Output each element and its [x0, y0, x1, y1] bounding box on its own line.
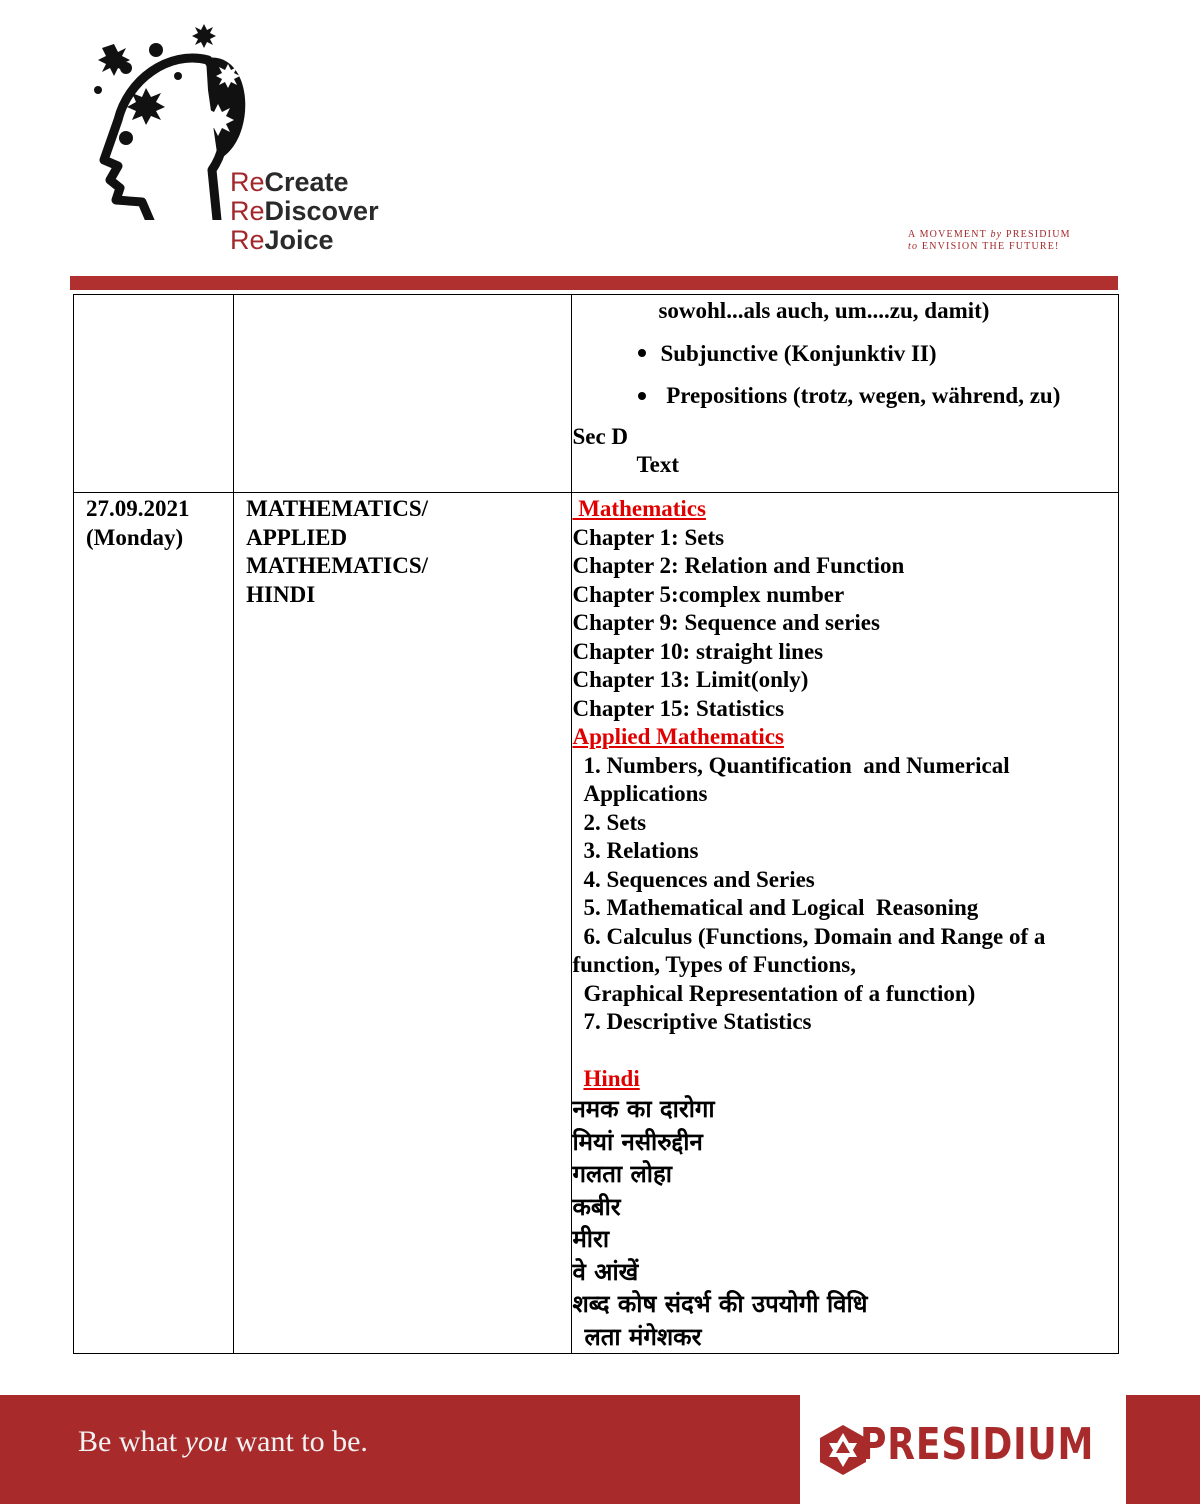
header-divider — [70, 276, 1118, 290]
exam-date: 27.09.2021 — [86, 496, 190, 521]
hindi-item: वे आंखें — [572, 1257, 639, 1286]
hindi-heading: Hindi — [583, 1065, 640, 1091]
subject-cell-empty — [234, 295, 572, 493]
subject-line: APPLIED — [246, 524, 348, 550]
bullet-icon — [638, 349, 646, 357]
bullet-item: Subjunctive (Konjunktiv II) — [572, 340, 1118, 369]
chapter-item: Chapter 10: straight lines — [572, 638, 824, 664]
chapter-item: Chapter 2: Relation and Function — [572, 553, 905, 578]
applied-item-wrap: function, Types of Functions, — [572, 952, 856, 977]
spacer — [572, 1037, 1118, 1065]
logo-wordmark — [230, 168, 379, 255]
subject-line: MATHEMATICS/ — [246, 553, 429, 578]
applied-item: 6. Calculus (Functions, Domain and Range of a — [583, 923, 1046, 949]
footer-tagline: Be what you want to be. — [78, 1425, 368, 1458]
chapter-item: Chapter 15: Statistics — [572, 695, 785, 721]
exam-schedule-table — [73, 294, 1119, 1354]
movement-tagline: A MOVEMENT by PRESIDIUM to ENVISION THE FUTURE! — [908, 229, 1071, 252]
hindi-item: गलता लोहा — [572, 1160, 672, 1188]
date-cell — [74, 493, 234, 1354]
section-item: Text — [636, 452, 680, 477]
date-cell-empty — [74, 295, 234, 493]
applied-item: 2. Sets — [583, 809, 647, 835]
chapter-item: Chapter 5:complex number — [572, 581, 845, 607]
mathematics-heading: Mathematics — [572, 496, 706, 521]
chapter-item: Chapter 1: Sets — [572, 524, 725, 550]
bullet-icon — [638, 392, 646, 400]
hindi-item: कबीर — [572, 1192, 621, 1221]
table-row — [74, 295, 1119, 493]
table-row — [74, 493, 1119, 1354]
logo-line-1: ReCreate — [230, 167, 349, 197]
presidium-brand: PRESIDIUM — [860, 1419, 1095, 1470]
applied-item: 3. Relations — [583, 838, 699, 863]
logo-line-2: ReDiscover — [230, 196, 379, 226]
syllabus-cell — [572, 493, 1119, 1354]
hindi-item: शब्द कोष संदर्भ की उपयोगी विधि — [572, 1290, 868, 1318]
applied-item: 1. Numbers, Quantification and Numerical — [583, 752, 1010, 778]
hindi-item: लता मंगेशकर — [584, 1322, 702, 1351]
applied-mathematics-heading: Applied Mathematics — [572, 724, 784, 749]
footer-banner — [0, 1395, 1200, 1504]
applied-item: 4. Sequences and Series — [583, 866, 815, 892]
syllabus-line: sowohl...als auch, um....zu, damit) — [658, 298, 990, 323]
brand-block — [800, 1395, 1126, 1504]
subject-line: MATHEMATICS/ — [246, 496, 429, 521]
applied-item: 7. Descriptive Statistics — [583, 1009, 812, 1034]
hindi-item: मीरा — [572, 1225, 610, 1253]
section-label: Sec D — [572, 423, 629, 449]
logo-line-3: ReJoice — [230, 225, 334, 255]
bullet-item: Prepositions (trotz, wegen, während, zu) — [572, 382, 1118, 411]
applied-item: Applications — [583, 781, 708, 806]
hindi-item: नमक का दारोगा — [572, 1095, 715, 1123]
exam-day: (Monday) — [86, 524, 184, 550]
applied-item: Graphical Representation of a function) — [583, 980, 976, 1006]
chapter-item: Chapter 13: Limit(only) — [572, 667, 809, 692]
subject-line: HINDI — [246, 581, 316, 607]
hindi-item: मियां नसीरुद्दीन — [572, 1127, 703, 1156]
applied-item: 5. Mathematical and Logical Reasoning — [583, 895, 979, 920]
syllabus-cell — [572, 295, 1119, 493]
chapter-item: Chapter 9: Sequence and series — [572, 610, 880, 635]
recreate-logo — [58, 20, 438, 260]
subject-cell — [234, 493, 572, 1354]
